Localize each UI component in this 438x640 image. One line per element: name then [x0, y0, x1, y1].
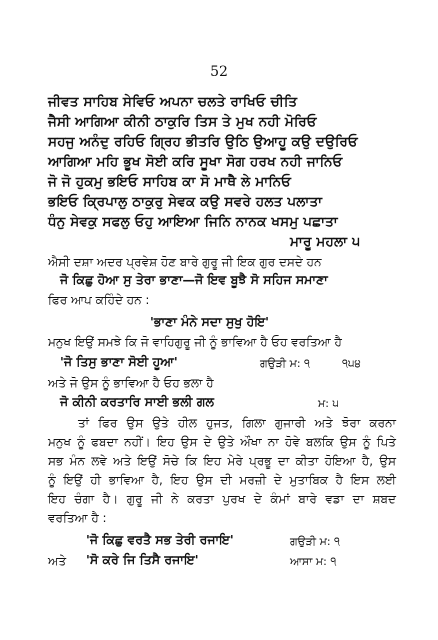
- quote-reference: ਗਉੜੀ ਮ: ੧: [290, 535, 341, 548]
- quote-reference: ਆਸਾ ਮ: ੧: [290, 555, 337, 568]
- paragraph-line: ਵਰਤਿਆ ਹੈ :: [48, 511, 107, 525]
- paragraph-line: ਸਭ ਮੰਨ ਲਵੇ ਅਤੇ ਇਉਂ ਸੋਚੇ ਕਿ ਇਹ ਮੇਰੇ ਪ੍ਰਭੂ ਦਾ ਕੀਤਾ ਹੋਇਆ ਹੈ, ਉਸ: [48, 454, 396, 468]
- page-number: 52: [210, 64, 228, 80]
- paragraph-line: ਐਸੀ ਦਸ਼ਾ ਅਦਰ ਪ੍ਰਵੇਸ਼ ਹੋਣ ਬਾਰੇ ਗੁਰੂ ਜੀ ਇਕ ਗੁਰ ਦਸਦੇ ਹਨ: [48, 255, 322, 269]
- quote-line: 'ਜੋ ਕਿਛੁ ਵਰਤੈ ਸਭ ਤੇਰੀ ਰਜਾਇ': [86, 532, 234, 547]
- paragraph-lead: ਅਤੇ: [48, 554, 67, 568]
- verse-line-1: ਜੀਵਤ ਸਾਹਿਬ ਸੇਵਿਓ ਅਪਨਾ ਚਲਤੇ ਰਾਖਿਓ ਚੀਤਿ: [48, 94, 298, 110]
- quote-number: ੧੫੪: [342, 357, 361, 370]
- quote-reference: ਮ: ੫: [318, 397, 339, 410]
- paragraph-line: ਮਨੁਖ ਨੂੰ ਫਬਦਾ ਨਹੀਂ। ਇਹ ਉਸ ਦੇ ਉਤੇ ਔਖਾ ਨਾ ਹੋਵੇ ਬਲਕਿ ਉਸ ਨੂੰ ਪਿਤੇ: [48, 435, 396, 449]
- quote-line: 'ਭਾਣਾ ਮੰਨੇ ਸਦਾ ਸੁਖੁ ਹੋਇ': [150, 314, 270, 329]
- quote-reference: ਗਉੜੀ ਮ: ੧: [260, 357, 311, 370]
- verse-reference: ਮਾਰੂ ਮਹਲਾ ੫: [290, 234, 361, 250]
- paragraph-line: ਫਿਰ ਆਪ ਕਹਿੰਦੇ ਹਨ :: [48, 293, 150, 307]
- quote-line: ਜੋ ਕੀਨੀ ਕਰਤਾਰਿ ਸਾਈ ਭਲੀ ਗਲ: [60, 394, 214, 409]
- paragraph-line: ਮਨੁਖ ਇਉਂ ਸਮਝੇ ਕਿ ਜੋ ਵਾਹਿਗੁਰੂ ਜੀ ਨੂੰ ਭਾਵਿਆ ਹੈ ਓਹ ਵਰਤਿਆ ਹੈ: [48, 335, 342, 349]
- paragraph-line: ਨੂੰ ਇਉਂ ਹੀ ਭਾਵਿਆ ਹੈ, ਇਹ ਉਸ ਦੀ ਮਰਜ਼ੀ ਦੇ ਮੁਤਾਬਿਕ ਹੈ ਇਸ ਲਈ: [48, 473, 396, 487]
- paragraph-line: ਅਤੇ ਜੋ ਉਸ ਨੂੰ ਭਾਵਿਆ ਹੈ ਓਹ ਭਲਾ ਹੈ: [48, 376, 214, 390]
- quote-line: 'ਜੋ ਤਿਸੁ ਭਾਣਾ ਸੋਈ ਹੂਆ': [60, 354, 178, 369]
- verse-line-2: ਜੈਸੀ ਆਗਿਆ ਕੀਨੀ ਠਾਕੁਰਿ ਤਿਸ ਤੇ ਮੁਖ ਨਹੀ ਮੋਰਿਓ: [48, 114, 317, 130]
- paragraph-line: ਇਹ ਚੰਗਾ ਹੈ। ਗੁਰੂ ਜੀ ਨੇ ਕਰਤਾ ਪੁਰਖ ਦੇ ਕੰਮਾਂ ਬਾਰੇ ਵਡਾ ਦਾ ਸ਼ਬਦ: [48, 492, 396, 506]
- quote-line: 'ਸੋ ਕਰੇ ਜਿ ਤਿਸੈ ਰਜਾਇ': [86, 552, 199, 567]
- paragraph-line: ਤਾਂ ਫਿਰ ਉਸ ਉਤੇ ਹੀਲ ਹੁਜਤ, ਗਿਲਾ ਗੁਜਾਰੀ ਅਤੇ ਝੋਰਾ ਕਰਨਾ: [78, 416, 396, 430]
- verse-line-5: ਜੋ ਜੋ ਹੁਕਮੁ ਭਇਓ ਸਾਹਿਬ ਕਾ ਸੋ ਮਾਥੈ ਲੇ ਮਾਨਿਓ: [48, 174, 292, 190]
- verse-line-4: ਆਗਿਆ ਮਹਿ ਭੂਖ ਸੋਈ ਕਰਿ ਸੂਖਾ ਸੋਗ ਹਰਖ ਨਹੀ ਜਾਨਿਓ: [48, 154, 343, 170]
- quote-line: ਜੋ ਕਿਛੁ ਹੋਆ ਸੁ ਤੇਰਾ ਭਾਣਾ—ਜੋ ਇਵ ਬੂਝੈ ਸੋ ਸਹਿਜ ਸਮਾਣਾ: [60, 272, 328, 287]
- verse-line-7: ਧੰਨੁ ਸੇਵਕੁ ਸਫਲੁ ਓਹੁ ਆਇਆ ਜਿਨਿ ਨਾਨਕ ਖਸਮੁ ਪਛਾਤਾ: [48, 214, 338, 230]
- verse-line-3: ਸਹਜੁ ਅਨੰਦੁ ਰਹਿਓ ਗ੍ਰਿਹ ਭੀਤਰਿ ਉਠਿ ਉਆਹੂ ਕਉ ਦਉਰਿਓ: [48, 134, 358, 150]
- verse-line-6: ਭਇਓ ਕ੍ਰਿਪਾਲੁ ਠਾਕੁਰੁ ਸੇਵਕ ਕਉ ਸਵਰੇ ਹਲਤ ਪਲਾਤਾ: [48, 194, 323, 210]
